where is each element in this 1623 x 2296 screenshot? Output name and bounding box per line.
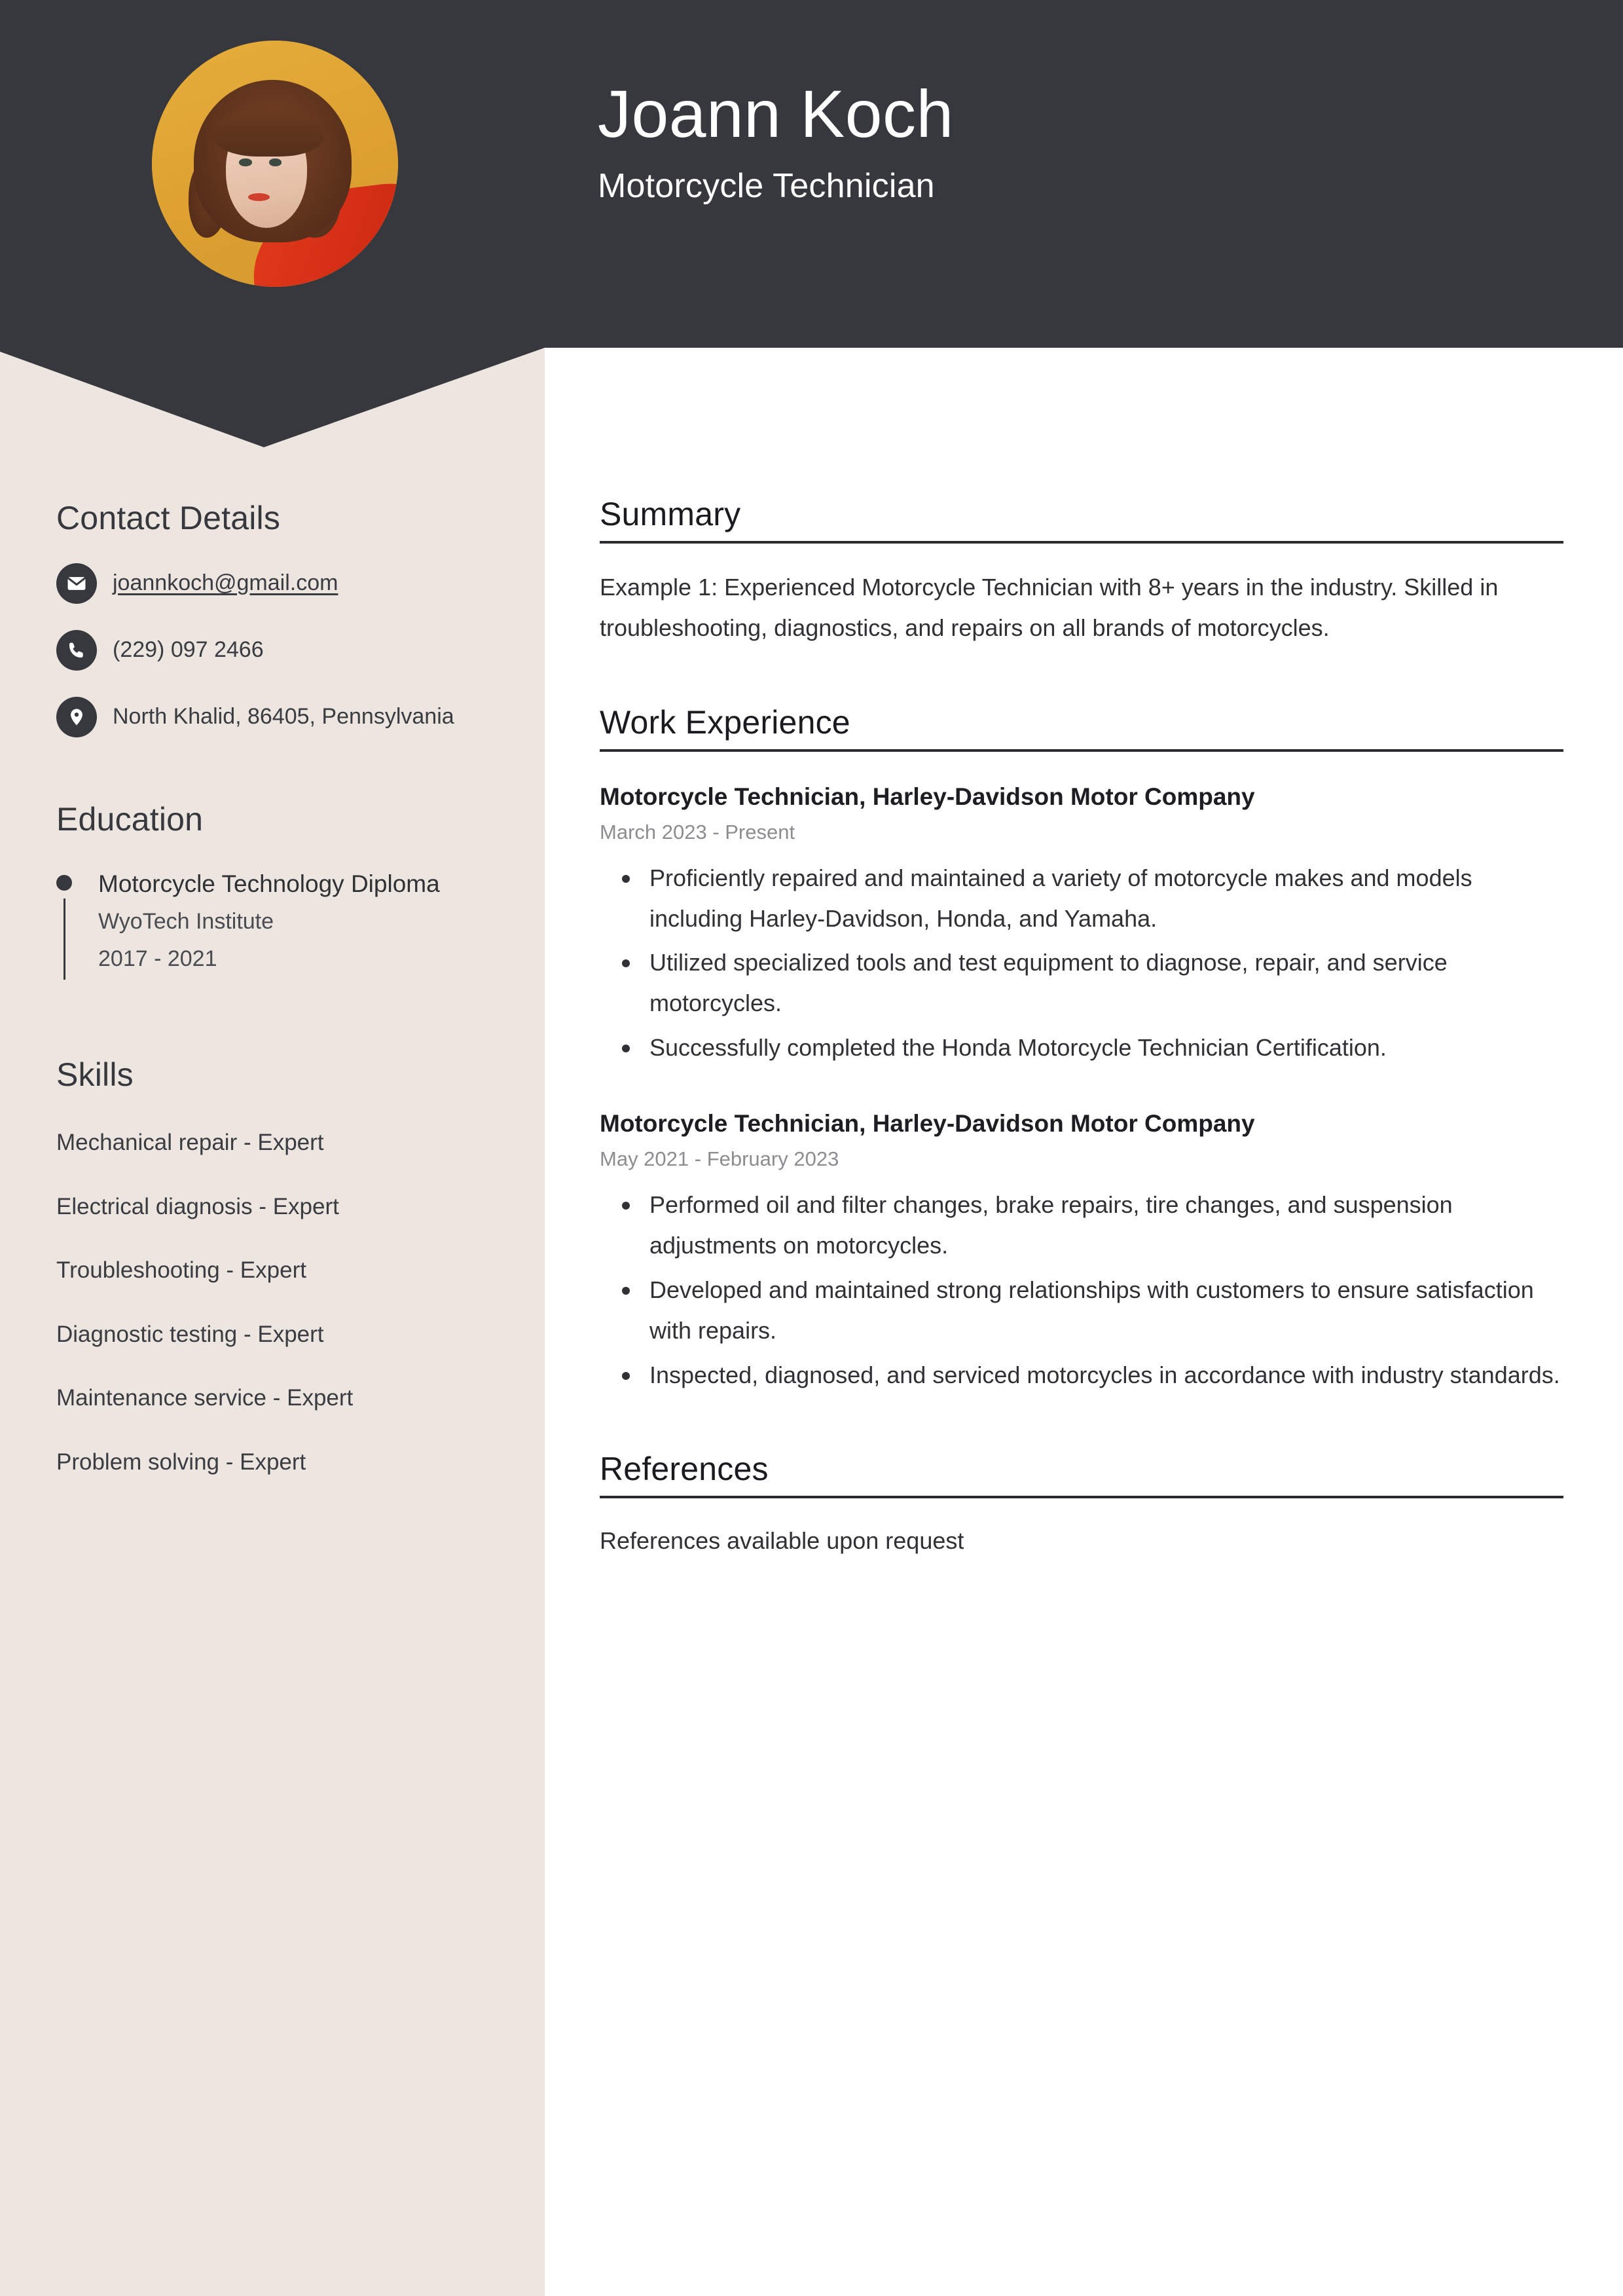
job-bullet-list [600,1185,1563,1396]
skill-item: Mechanical repair - Expert [56,1130,324,1156]
contact-details-section [56,499,490,737]
contact-item-email[interactable] [56,562,490,604]
summary-text: Example 1: Experienced Motorcycle Technician with 8+ years in the industry. Skilled in troubleshooting, diagnostics, and repairs on all brands of motorcycles. [600,574,1499,641]
job-bullet-list [600,858,1563,1069]
timeline-line [64,898,65,980]
avatar [152,41,398,287]
summary-section [600,495,1563,648]
avatar-eye-left [239,158,252,166]
summary-heading: Summary [600,496,741,532]
contact-phone-value[interactable]: (229) 097 2466 [113,637,264,662]
education-heading: Education [56,801,204,838]
job-bullet: Performed oil and filter changes, brake repairs, tire changes, and suspension adjustments on motorcycles. [649,1185,1563,1266]
section-divider [600,1496,1563,1498]
skill-item: Electrical diagnosis - Expert [56,1193,339,1219]
job-dates: March 2023 - Present [600,820,795,843]
candidate-job-title: Motorcycle Technician [598,167,935,206]
job-entry [600,1107,1563,1395]
skills-heading: Skills [56,1056,134,1094]
education-school: WyoTech Institute [98,909,274,935]
education-section [56,800,490,976]
education-dates: 2017 - 2021 [98,946,217,971]
contact-details-heading: Contact Details [56,500,281,536]
timeline-dot-icon [56,875,72,891]
job-dates: May 2021 - February 2023 [600,1147,839,1171]
skills-section [56,1056,490,1477]
sidebar [0,452,545,1477]
skill-item: Troubleshooting - Expert [56,1257,306,1284]
skill-item: Maintenance service - Expert [56,1385,354,1411]
job-title-company: Motorcycle Technician, Harley-Davidson Motor Company [600,1110,1255,1138]
job-title-company: Motorcycle Technician, Harley-Davidson Motor Company [600,783,1255,810]
education-item [56,867,490,976]
contact-item-address [56,695,490,737]
work-experience-section [600,703,1563,1396]
job-bullet: Proficiently repaired and maintained a variety of motorcycle makes and models including Harley-Davidson, Honda, and Yamaha. [649,858,1563,939]
job-bullet: Successfully completed the Honda Motorcycle Technician Certification. [649,1028,1563,1068]
education-degree: Motorcycle Technology Diploma [98,870,440,897]
location-pin-icon [56,697,97,737]
phone-icon [56,630,97,671]
avatar-photo [152,41,398,287]
work-experience-heading: Work Experience [600,703,850,741]
header-text-block [598,77,1547,206]
skill-item: Diagnostic testing - Expert [56,1321,324,1347]
job-bullet: Inspected, diagnosed, and serviced motorcycles in accordance with industry standards. [649,1355,1563,1396]
skill-item: Problem solving - Expert [56,1449,306,1475]
envelope-icon [56,563,97,604]
references-section [600,1450,1563,1560]
job-bullet: Developed and maintained strong relationships with customers to ensure satisfaction with repairs. [649,1270,1563,1351]
main-content [600,495,1563,1560]
section-divider [600,749,1563,752]
avatar-fringe [213,107,324,157]
contact-address-value: North Khalid, 86405, Pennsylvania [113,704,454,729]
contact-email-value[interactable]: joannkoch@gmail.com [113,570,338,595]
contact-item-phone[interactable] [56,629,490,671]
job-bullet: Utilized specialized tools and test equipment to diagnose, repair, and service motorcycles. [649,942,1563,1024]
job-entry [600,781,1563,1068]
avatar-eye-right [269,158,282,166]
section-divider [600,541,1563,544]
candidate-name: Joann Koch [598,77,954,151]
references-heading: References [600,1451,769,1488]
references-text: References available upon request [600,1527,964,1555]
